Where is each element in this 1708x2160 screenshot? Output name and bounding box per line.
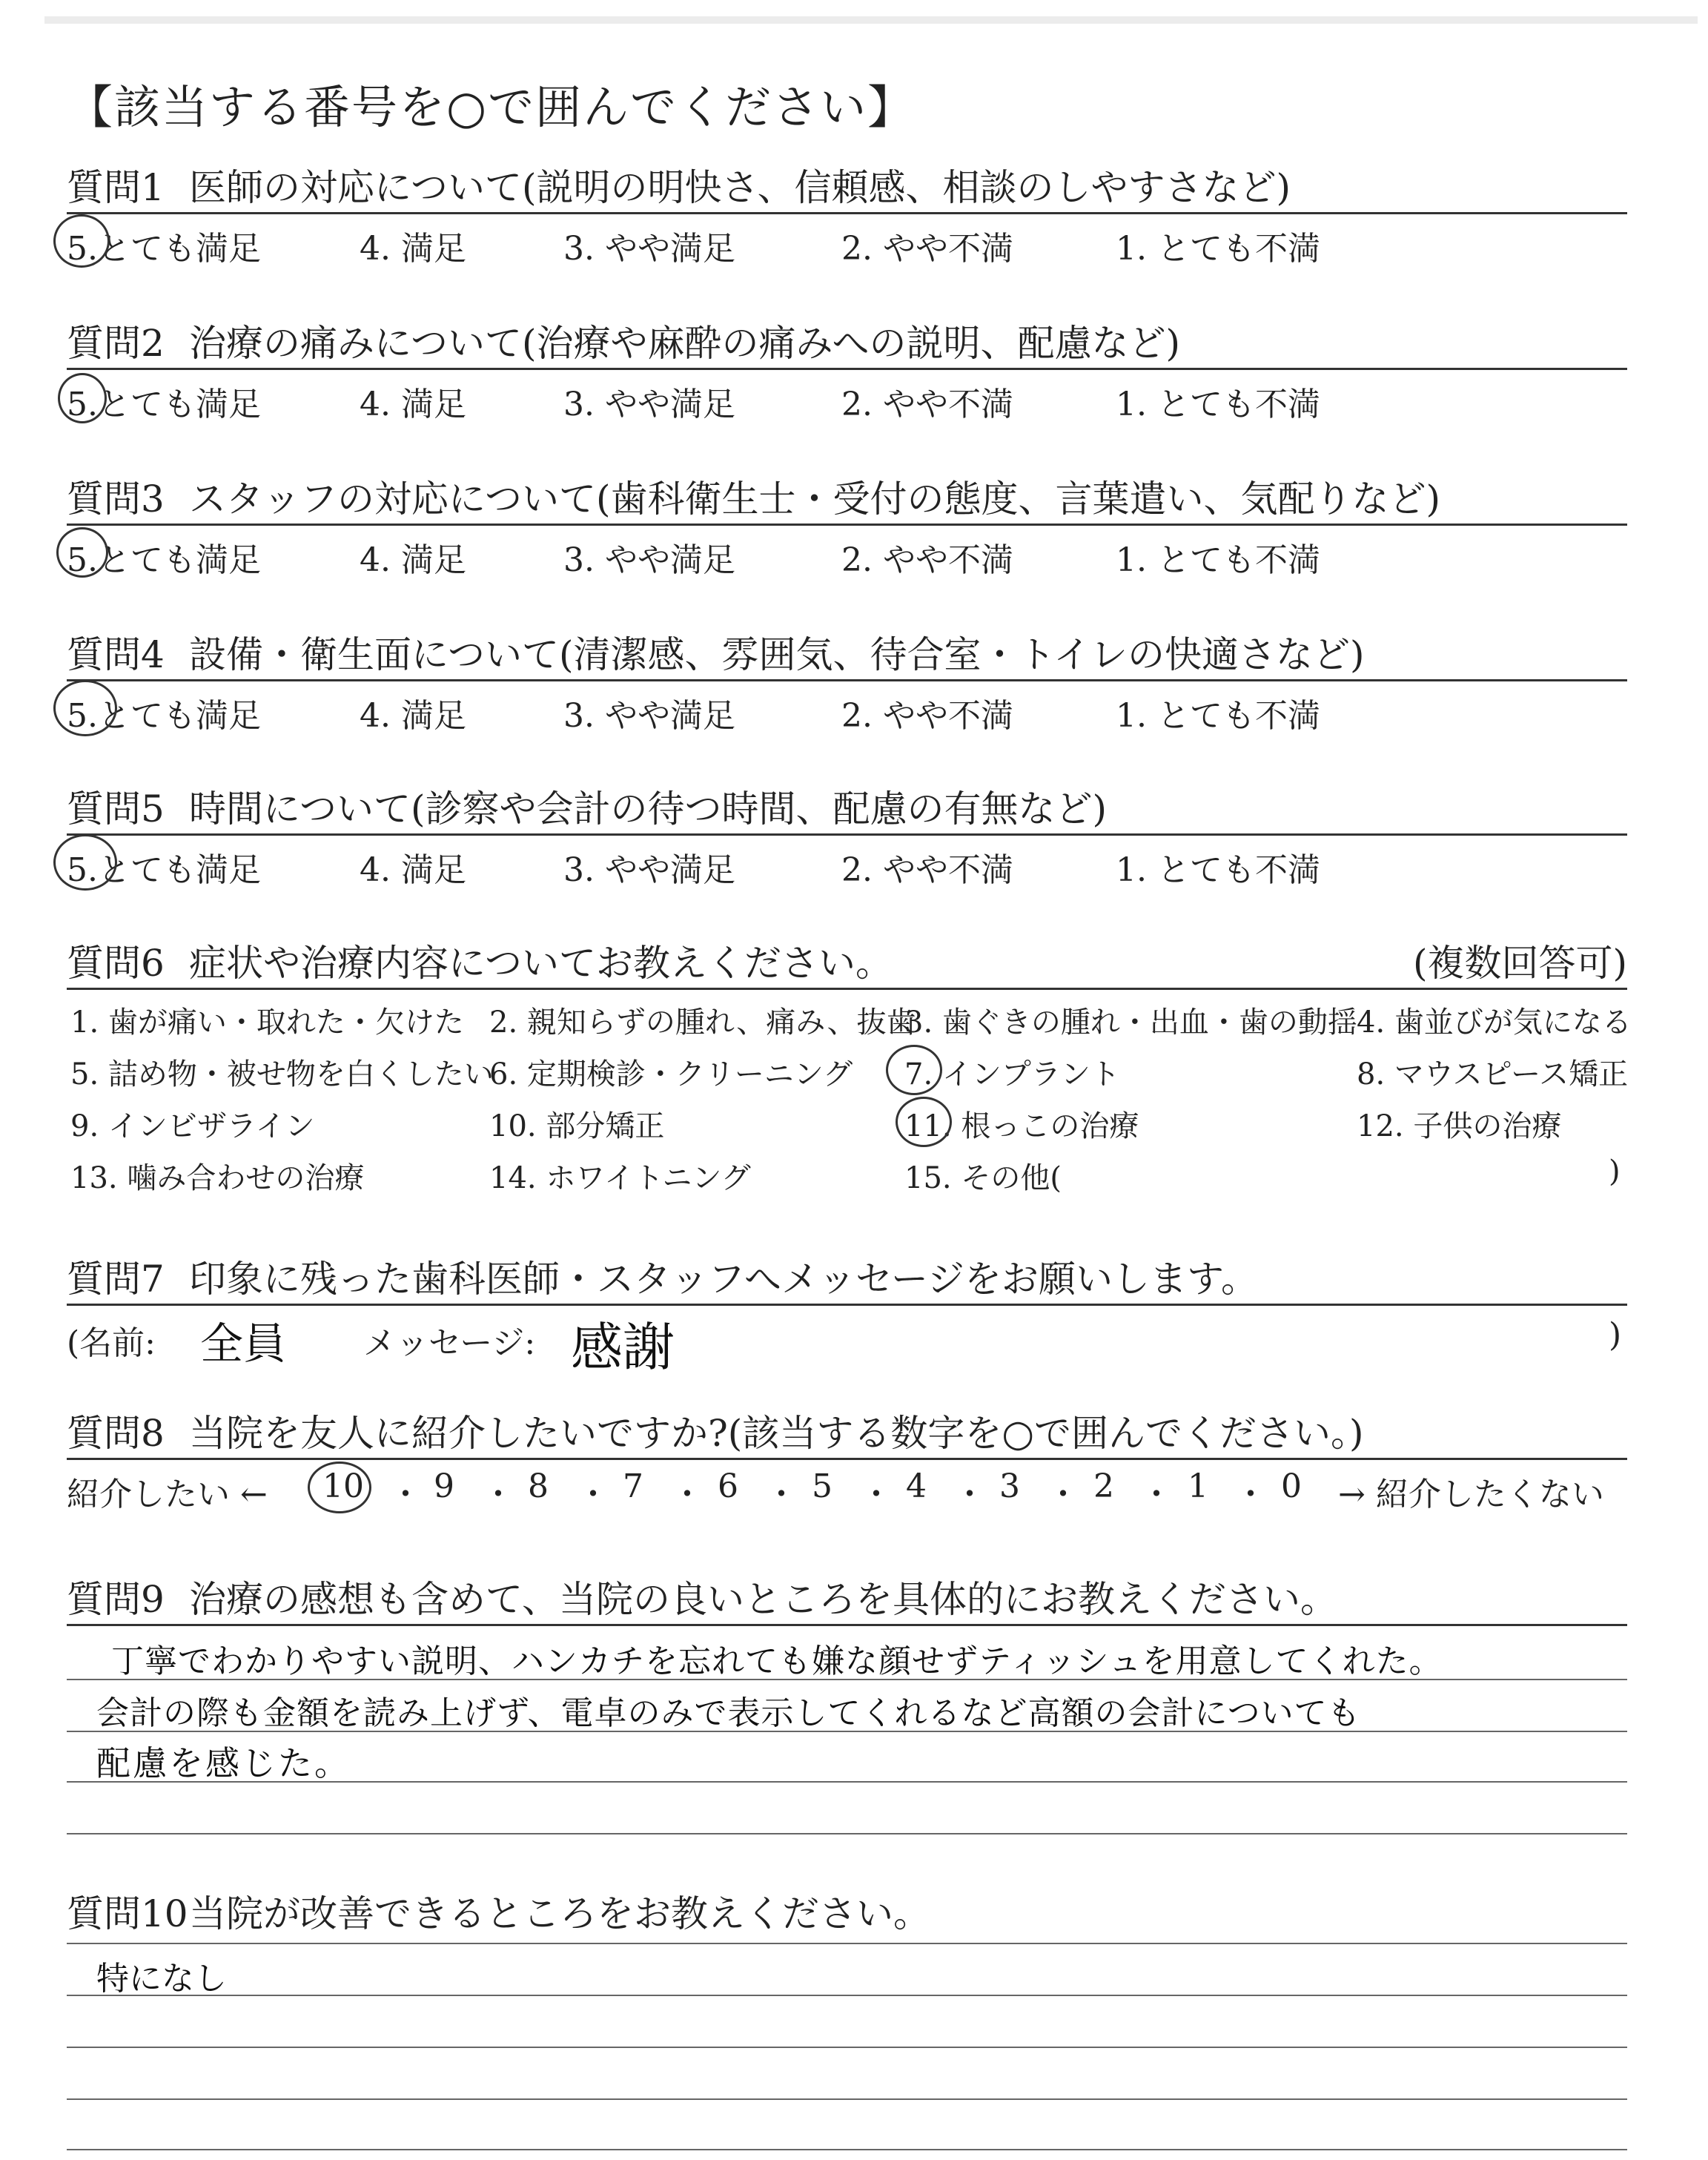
writing-line	[67, 1833, 1627, 1834]
treatment-option[interactable]: 7. インプラント	[904, 1057, 1120, 1091]
treatment-option[interactable]: 1. 歯が痛い・取れた・欠けた	[70, 1005, 464, 1040]
writing-line	[67, 2149, 1627, 2150]
question-4	[67, 630, 1627, 735]
rating-option-4[interactable]: 4. 満足	[360, 851, 466, 889]
answer-line[interactable]: 会計の際も金額を読み上げず、電卓のみで表示してくれるなど高額の会計についても	[96, 1694, 1361, 1732]
question-number: 質問9	[67, 1578, 165, 1621]
rating-option-5[interactable]: 5.とても満足	[67, 851, 261, 889]
treatment-option[interactable]: 6. 定期検診・クリーニング	[489, 1057, 853, 1091]
scale-value-2[interactable]: 2	[1093, 1467, 1114, 1505]
scale-dot: ・	[1140, 1476, 1173, 1513]
scale-dot: ・	[671, 1476, 704, 1513]
message-row	[67, 1306, 1627, 1378]
name-label: (名前:	[67, 1324, 156, 1362]
scale-right-label: → 紹介したくない	[1338, 1476, 1604, 1513]
rating-options	[67, 214, 1627, 268]
scan-edge	[44, 16, 1698, 24]
rating-option-3[interactable]: 3. やや満足	[563, 386, 735, 423]
treatment-option[interactable]: 13. 噛み合わせの治療	[70, 1161, 365, 1195]
scale-value-1[interactable]: 1	[1188, 1467, 1208, 1505]
rating-option-3[interactable]: 3. やや満足	[563, 230, 735, 268]
rating-options	[67, 836, 1627, 889]
rating-option-2[interactable]: 2. やや不満	[841, 230, 1013, 268]
rating-option-5[interactable]: 5.とても満足	[67, 697, 261, 735]
message-label: メッセージ:	[363, 1324, 536, 1362]
rating-option-1[interactable]: 1. とても不満	[1116, 230, 1320, 268]
treatment-option[interactable]: 14. ホワイトニング	[489, 1161, 751, 1195]
question-10	[67, 1889, 1627, 2156]
question-text: 当院を友人に紹介したいですか?(該当する数字を○で囲んでください。)	[189, 1412, 1364, 1455]
writing-line	[67, 1781, 1627, 1783]
treatment-option[interactable]: 5. 詰め物・被せ物を白くしたい	[70, 1057, 494, 1091]
rating-option-2[interactable]: 2. やや不満	[841, 541, 1013, 579]
scale-value-0[interactable]: 0	[1281, 1467, 1302, 1505]
question-3	[67, 475, 1627, 579]
question-text: 治療の痛みについて(治療や麻酔の痛みへの説明、配慮など)	[189, 322, 1181, 365]
scale-dot: ・	[577, 1476, 609, 1513]
writing-line	[67, 2098, 1627, 2100]
scale-dot: ・	[482, 1476, 514, 1513]
question-text: 当院が改善できるところをお教えください。	[189, 1892, 930, 1935]
scale-value-3[interactable]: 3	[999, 1467, 1020, 1505]
writing-line	[67, 1995, 1627, 1996]
question-text: 印象に残った歯科医師・スタッフへメッセージをお願いします。	[189, 1258, 1258, 1301]
answer-line[interactable]: 配慮を感じた。	[96, 1743, 351, 1783]
rating-option-4[interactable]: 4. 満足	[360, 541, 466, 579]
scale-dot: ・	[953, 1476, 986, 1513]
question-6	[67, 939, 1632, 1205]
question-text: 時間について(診察や会計の待つ時間、配慮の有無など)	[189, 787, 1108, 830]
scale-value-9[interactable]: 9	[434, 1467, 454, 1505]
scale-value-8[interactable]: 8	[528, 1467, 549, 1505]
question-number: 質問4	[67, 633, 165, 676]
question-number: 質問5	[67, 787, 165, 830]
page-title: 【該当する番号を○で囲んでください】	[67, 80, 916, 134]
writing-line	[67, 1679, 1627, 1680]
rating-option-5[interactable]: 5.とても満足	[67, 230, 261, 268]
scale-dot: ・	[765, 1476, 798, 1513]
treatment-option[interactable]: 3. 歯ぐきの腫れ・出血・歯の動揺	[904, 1005, 1357, 1040]
question-text: 設備・衛生面について(清潔感、雰囲気、待合室・トイレの快適さなど)	[189, 633, 1365, 676]
rating-option-1[interactable]: 1. とても不満	[1116, 697, 1320, 735]
treatment-option[interactable]: 10. 部分矯正	[489, 1109, 665, 1143]
question-number: 質問1	[67, 166, 165, 209]
question-number: 質問8	[67, 1412, 165, 1455]
other-close-paren: )	[1609, 1155, 1621, 1189]
treatment-option[interactable]: 12. 子供の治療	[1357, 1109, 1562, 1143]
message-field[interactable]: 感謝	[571, 1317, 675, 1378]
multiple-answers-note: (複数回答可)	[1412, 942, 1627, 985]
treatment-option[interactable]: 8. マウスピース矯正	[1357, 1057, 1629, 1091]
scale-left-label: 紹介したい ←	[67, 1476, 268, 1513]
question-number: 質問2	[67, 322, 165, 365]
rating-option-1[interactable]: 1. とても不満	[1116, 541, 1320, 579]
treatment-options	[67, 990, 1632, 1205]
scale-dot: ・	[1047, 1476, 1079, 1513]
close-paren: )	[1609, 1316, 1622, 1354]
scale-value-7[interactable]: 7	[623, 1467, 643, 1505]
question-number: 質問6	[67, 942, 165, 985]
rating-option-5[interactable]: 5.とても満足	[67, 541, 261, 579]
rating-option-2[interactable]: 2. やや不満	[841, 697, 1013, 735]
question-9	[67, 1575, 1627, 1857]
scale-value-5[interactable]: 5	[812, 1467, 833, 1505]
question-text: 治療の感想も含めて、当院の良いところを具体的にお教えください。	[189, 1578, 1337, 1621]
question-number: 質問3	[67, 478, 165, 521]
scale-value-6[interactable]: 6	[718, 1467, 738, 1505]
scale-value-10[interactable]: 10	[322, 1467, 364, 1505]
rating-option-3[interactable]: 3. やや満足	[563, 851, 735, 889]
question-8	[67, 1409, 1627, 1513]
rating-options	[67, 681, 1627, 735]
rating-option-4[interactable]: 4. 満足	[360, 230, 466, 268]
writing-line	[67, 2047, 1627, 2048]
scale-dot: ・	[1234, 1476, 1267, 1513]
question-2	[67, 319, 1627, 423]
treatment-option[interactable]: 9. インビザライン	[70, 1109, 315, 1143]
question-text: 医師の対応について(説明の明快さ、信頼感、相談のしやすさなど)	[189, 166, 1291, 209]
rating-option-4[interactable]: 4. 満足	[360, 386, 466, 423]
scale-value-4[interactable]: 4	[906, 1467, 927, 1505]
rating-options	[67, 526, 1627, 579]
question-number: 質問7	[67, 1258, 165, 1301]
treatment-option[interactable]: 11. 根っこの治療	[904, 1109, 1139, 1143]
scale-dot: ・	[389, 1476, 422, 1513]
question-number: 質問10	[67, 1892, 188, 1935]
answer-line[interactable]: 特になし	[96, 1960, 227, 1998]
question-7	[67, 1255, 1627, 1378]
question-text: 症状や治療内容についてお教えください。	[189, 942, 893, 985]
rating-option-3[interactable]: 3. やや満足	[563, 697, 735, 735]
rating-option-2[interactable]: 2. やや不満	[841, 386, 1013, 423]
rating-option-3[interactable]: 3. やや満足	[563, 541, 735, 579]
scale-dot: ・	[860, 1476, 893, 1513]
name-field[interactable]: 全員	[200, 1318, 287, 1369]
writing-line	[67, 1943, 1627, 1944]
treatment-option[interactable]: 4. 歯並びが気になる	[1357, 1005, 1632, 1040]
recommend-scale	[67, 1460, 1627, 1513]
question-text: スタッフの対応について(歯科衛生士・受付の態度、言葉遣い、気配りなど)	[189, 478, 1441, 521]
rating-option-5[interactable]: 5.とても満足	[67, 386, 261, 423]
treatment-option[interactable]: 2. 親知らずの腫れ、痛み、抜歯	[489, 1005, 916, 1040]
rating-option-1[interactable]: 1. とても不満	[1116, 851, 1320, 889]
rating-options	[67, 370, 1627, 423]
treatment-option-other[interactable]: 15. その他(	[904, 1161, 1062, 1195]
question-1	[67, 163, 1627, 268]
rating-option-2[interactable]: 2. やや不満	[841, 851, 1013, 889]
question-5	[67, 785, 1627, 889]
rating-option-1[interactable]: 1. とても不満	[1116, 386, 1320, 423]
rating-option-4[interactable]: 4. 満足	[360, 697, 466, 735]
writing-line	[67, 1731, 1627, 1732]
answer-line[interactable]: 丁寧でわかりやすい説明、ハンカチを忘れても嫌な顔せずティッシュを用意してくれた。	[111, 1642, 1443, 1680]
